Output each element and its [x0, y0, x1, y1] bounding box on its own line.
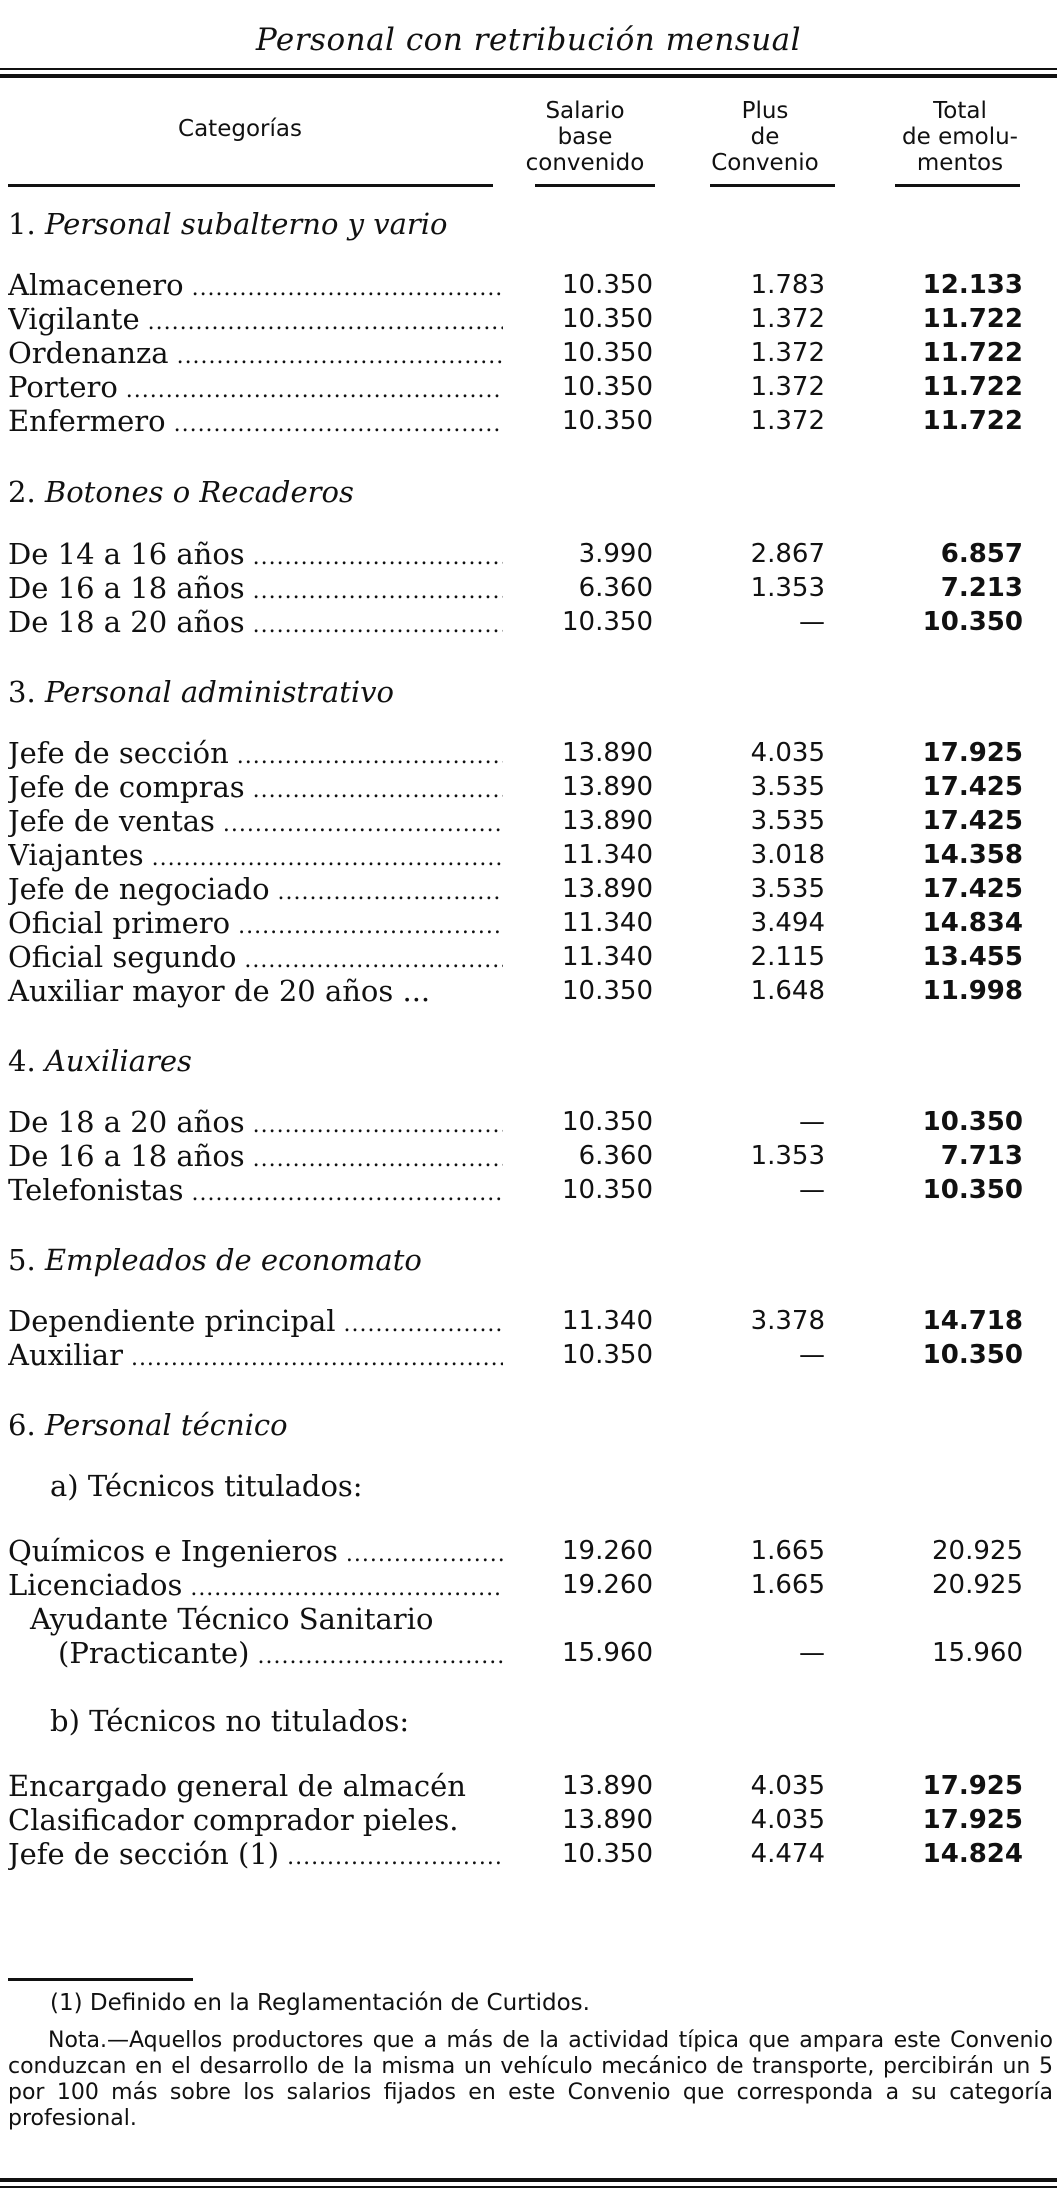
table-row [0, 371, 1057, 403]
table-row [0, 606, 1057, 638]
total-value: 14.718 [922, 1306, 1023, 1336]
table-row [0, 269, 1057, 301]
header-total-line: Total [933, 98, 987, 124]
total-value: 11.998 [922, 976, 1023, 1006]
header-salario-line: Salario [545, 98, 625, 124]
salario-value: 6.360 [578, 1141, 653, 1171]
header-underline [8, 184, 493, 187]
salario-value: 13.890 [562, 806, 653, 836]
section-title: Personal administrativo [44, 675, 394, 709]
section-heading [8, 476, 354, 508]
total-value: 15.960 [932, 1638, 1023, 1668]
total-value: 14.824 [922, 1839, 1023, 1869]
plus-value: 2.115 [750, 942, 825, 972]
salario-value: 10.350 [562, 976, 653, 1006]
row-label: Jefe de sección ..... [8, 737, 503, 773]
row-label: Jefe de sección (1) ..... [8, 1838, 503, 1874]
total-value: 12.133 [922, 270, 1023, 300]
plus-value: 1.665 [750, 1536, 825, 1566]
salario-value: 13.890 [562, 772, 653, 802]
salario-value: 10.350 [562, 1175, 653, 1205]
table-row [0, 1140, 1057, 1172]
row-label: Licenciados ..... [8, 1569, 503, 1605]
row-label: De 18 a 20 años ..... [8, 1106, 503, 1142]
total-value: 20.925 [932, 1536, 1023, 1566]
row-label: Jefe de compras ..... [8, 771, 503, 807]
plus-value: 3.018 [750, 840, 825, 870]
salario-value: 10.350 [562, 406, 653, 436]
table-row [0, 907, 1057, 939]
header-underline [535, 184, 655, 187]
section-title: Auxiliares [44, 1044, 192, 1078]
section-number: 4. [8, 1044, 36, 1078]
plus-value: 3.535 [750, 772, 825, 802]
table-row [0, 1637, 1057, 1669]
table-row [0, 1106, 1057, 1138]
table-row [0, 737, 1057, 769]
row-label: Químicos e Ingenieros ..... [8, 1535, 503, 1571]
row-label: Enfermero ..... [8, 405, 503, 441]
table-row [0, 405, 1057, 437]
header-plus-line: de [750, 124, 780, 150]
salario-value: 6.360 [578, 573, 653, 603]
salario-value: 10.350 [562, 338, 653, 368]
section-title: Personal técnico [44, 1408, 288, 1442]
footnote: (1) Definido en la Reglamentación de Curtidos. [50, 1990, 590, 2016]
row-label: De 14 a 16 años ..... [8, 538, 503, 574]
row-label: De 16 a 18 años ..... [8, 572, 503, 608]
total-value: 11.722 [922, 304, 1023, 334]
header-salario-line: convenido [525, 150, 645, 176]
plus-value: 1.648 [750, 976, 825, 1006]
table-row [0, 1804, 1057, 1836]
section-heading [8, 1409, 288, 1441]
row-label: Viajantes ..... [8, 839, 503, 875]
section-number: 5. [8, 1243, 36, 1277]
row-label: Auxiliar mayor de 20 años ... [8, 974, 431, 1008]
salario-value: 19.260 [562, 1536, 653, 1566]
header-total-line: de emolu- [902, 124, 1018, 150]
table-row [0, 1770, 1057, 1802]
table-row [0, 1569, 1057, 1601]
plus-value: 1.353 [750, 1141, 825, 1171]
plus-value: 1.372 [750, 304, 825, 334]
total-value: 17.425 [922, 874, 1023, 904]
row-label: De 16 a 18 años ..... [8, 1140, 503, 1176]
row-label: Dependiente principal ..... [8, 1305, 503, 1341]
table-row [0, 941, 1057, 973]
row-label: Telefonistas ..... [8, 1174, 503, 1210]
total-value: 10.350 [922, 607, 1023, 637]
section-heading [8, 676, 394, 708]
row-label: Jefe de negociado ..... [8, 873, 503, 909]
subsection-label: b) Técnicos no titulados: [50, 1704, 410, 1738]
salario-value: 13.890 [562, 1805, 653, 1835]
total-value: 6.857 [940, 539, 1023, 569]
total-value: 11.722 [922, 372, 1023, 402]
row-label: De 18 a 20 años ..... [8, 606, 503, 642]
header-plus-line: Plus [741, 98, 789, 124]
table-row [0, 1174, 1057, 1206]
plus-value: 3.535 [750, 806, 825, 836]
total-value: 17.925 [922, 1805, 1023, 1835]
salario-value: 10.350 [562, 1107, 653, 1137]
plus-value: — [799, 607, 825, 637]
salario-value: 10.350 [562, 304, 653, 334]
plus-value: 1.353 [750, 573, 825, 603]
section-number: 1. [8, 207, 36, 241]
row-label: Oficial primero ..... [8, 907, 503, 943]
total-value: 17.925 [922, 738, 1023, 768]
row-label: (Practicante) ..... [58, 1637, 503, 1673]
plus-value: 3.494 [750, 908, 825, 938]
plus-value: 4.035 [750, 1771, 825, 1801]
row-label: Vigilante ..... [8, 303, 503, 339]
row-label: Portero ..... [8, 371, 503, 407]
plus-value: — [799, 1175, 825, 1205]
subsection-label: a) Técnicos titulados: [50, 1469, 363, 1503]
salario-value: 13.890 [562, 738, 653, 768]
header-total-line: mentos [916, 150, 1004, 176]
salario-value: 11.340 [562, 840, 653, 870]
total-value: 7.713 [940, 1141, 1023, 1171]
header-underline [710, 184, 835, 187]
header-underline [895, 184, 1020, 187]
plus-value: 4.474 [750, 1839, 825, 1869]
salario-value: 10.350 [562, 372, 653, 402]
plus-value: — [799, 1638, 825, 1668]
table-row [0, 975, 1057, 1007]
section-title: Botones o Recaderos [44, 475, 354, 509]
plus-value: 1.372 [750, 406, 825, 436]
row-label: Ayudante Técnico Sanitario [30, 1602, 434, 1636]
note-paragraph: Nota.—Aquellos productores que a más de la actividad típica que ampara este Convenio conduzcan en el desarrollo de la misma un vehículo mecánico de transporte, percibirán un 5 por 100 más sobre los salarios fijados en este Convenio que corresponda a su categoría profesional. [8, 2028, 1053, 2131]
plus-value: 1.372 [750, 372, 825, 402]
table-row [0, 1838, 1057, 1870]
top-rule [0, 68, 1057, 70]
salario-value: 11.340 [562, 942, 653, 972]
header-salario [515, 98, 655, 176]
total-value: 14.834 [922, 908, 1023, 938]
salario-value: 13.890 [562, 874, 653, 904]
row-label: Almacenero ..... [8, 269, 503, 305]
total-value: 17.425 [922, 806, 1023, 836]
section-heading [8, 208, 448, 240]
salario-value: 19.260 [562, 1570, 653, 1600]
total-value: 7.213 [940, 573, 1023, 603]
salario-value: 11.340 [562, 1306, 653, 1336]
total-value: 13.455 [922, 942, 1023, 972]
salario-value: 13.890 [562, 1771, 653, 1801]
table-row [0, 839, 1057, 871]
table-row [0, 805, 1057, 837]
salario-value: 10.350 [562, 607, 653, 637]
table-row [0, 572, 1057, 604]
page-title: Personal con retribución mensual [255, 22, 802, 58]
plus-value: 2.867 [750, 539, 825, 569]
bottom-rule [0, 2186, 1057, 2188]
total-value: 11.722 [922, 338, 1023, 368]
table-row [0, 1339, 1057, 1371]
header-plus-line: Convenio [711, 150, 819, 176]
plus-value: 1.783 [750, 270, 825, 300]
total-value: 10.350 [922, 1340, 1023, 1370]
table-row [0, 1603, 1057, 1635]
plus-value: 3.378 [750, 1306, 825, 1336]
section-title: Personal subalterno y vario [44, 207, 448, 241]
section-heading [8, 1244, 422, 1276]
total-value: 10.350 [922, 1175, 1023, 1205]
row-label: Oficial segundo ..... [8, 941, 503, 977]
header-plus [700, 98, 830, 176]
section-number: 2. [8, 475, 36, 509]
salario-value: 10.350 [562, 1340, 653, 1370]
total-value: 14.358 [922, 840, 1023, 870]
table-row [0, 873, 1057, 905]
salario-value: 3.990 [578, 539, 653, 569]
row-label: Clasificador comprador pieles. [8, 1803, 459, 1837]
header-categorias: Categorías [178, 116, 302, 142]
total-value: 17.425 [922, 772, 1023, 802]
header-salario-line: base [557, 124, 613, 150]
plus-value: 1.665 [750, 1570, 825, 1600]
row-label: Jefe de ventas ..... [8, 805, 503, 841]
section-number: 6. [8, 1408, 36, 1442]
plus-value: 4.035 [750, 1805, 825, 1835]
table-row [0, 538, 1057, 570]
total-value: 17.925 [922, 1771, 1023, 1801]
row-label: Auxiliar ..... [8, 1339, 503, 1375]
table-row [0, 337, 1057, 369]
salario-value: 10.350 [562, 1839, 653, 1869]
table-row [0, 303, 1057, 335]
section-title: Empleados de economato [44, 1243, 422, 1277]
salario-value: 11.340 [562, 908, 653, 938]
row-label: Encargado general de almacén [8, 1769, 466, 1803]
plus-value: 1.372 [750, 338, 825, 368]
bottom-rule-thick [0, 2178, 1057, 2182]
plus-value: — [799, 1340, 825, 1370]
footnote-rule [8, 1978, 193, 1981]
top-rule-thick [0, 74, 1057, 78]
total-value: 20.925 [932, 1570, 1023, 1600]
row-label: Ordenanza ..... [8, 337, 503, 373]
plus-value: 3.535 [750, 874, 825, 904]
section-number: 3. [8, 675, 36, 709]
table-row [0, 1305, 1057, 1337]
plus-value: — [799, 1107, 825, 1137]
total-value: 11.722 [922, 406, 1023, 436]
table-row [0, 1535, 1057, 1567]
plus-value: 4.035 [750, 738, 825, 768]
total-value: 10.350 [922, 1107, 1023, 1137]
section-heading [8, 1045, 192, 1077]
header-total [885, 98, 1035, 176]
salario-value: 15.960 [562, 1638, 653, 1668]
salario-value: 10.350 [562, 270, 653, 300]
table-row [0, 771, 1057, 803]
